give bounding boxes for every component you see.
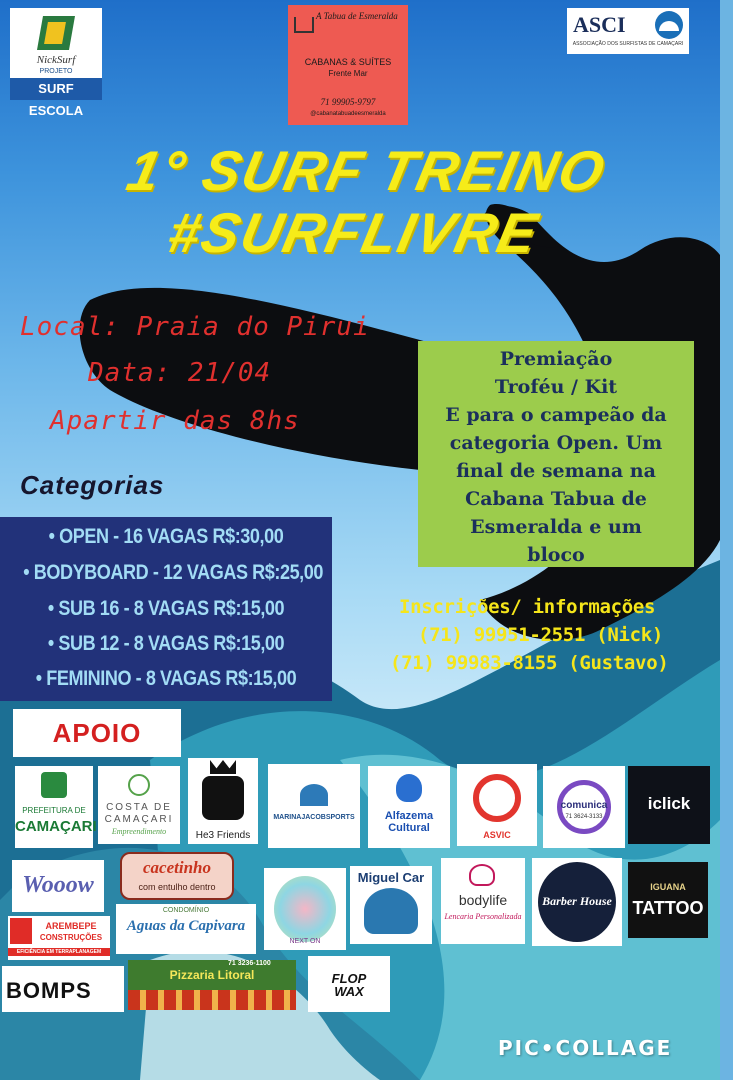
wave-icon [655, 11, 683, 39]
sponsor-camacari [15, 766, 97, 848]
contact-nick: (71) 99951-2551 (Nick) [418, 624, 664, 646]
skull-art-icon [274, 876, 336, 942]
pizzaria-phone: 71 3236-1100 [228, 960, 271, 967]
bomps-name: BOMPS [6, 978, 92, 1003]
categories-heading: Categorias [20, 470, 165, 500]
nicksurf-band: SURF ESCOLA [10, 78, 102, 100]
bird-icon [396, 774, 422, 802]
categories-box [0, 517, 332, 701]
sponsor-asvic [457, 764, 537, 846]
totem-icon [202, 776, 244, 820]
camacari-line2: CAMAÇARI [15, 818, 97, 835]
title-line-2: #SURFLIVRE [162, 201, 545, 264]
bodylife-line1: bodylife [458, 892, 508, 908]
prize-line: E para o campeão da [445, 404, 667, 426]
car-wash-icon [364, 888, 418, 934]
pic-collage-watermark: PIC•COLLAGE [498, 1036, 673, 1060]
sponsor-cacetinho [120, 852, 234, 900]
asci-name: ASCI [573, 12, 626, 37]
nicksurf-tagline: PROJETO [39, 68, 73, 75]
category-open: • OPEN - 16 VAGAS R$:30,00 [48, 525, 284, 548]
costa-line2: CAMAÇARI [104, 814, 174, 825]
tabua-frente: Frente Mar [328, 69, 368, 78]
sponsor-barber-house [532, 858, 622, 946]
tabua-email: @cabanatabuadeesmeralda [310, 111, 386, 117]
category-bodyboard: • BODYBOARD - 12 VAGAS R$:25,00 [23, 561, 324, 584]
arembepe-line3: EFICIÊNCIA EM TERRAPLANAGEM [8, 948, 110, 956]
crest-icon [41, 772, 67, 798]
prize-line: categoria Open. Um [449, 432, 663, 454]
camacari-line1: PREFEITURA DE [22, 806, 86, 815]
prize-line: Premiação [499, 348, 613, 370]
category-sub16: • SUB 16 - 8 VAGAS R$:15,00 [47, 597, 285, 620]
sponsor-arembepe [8, 916, 110, 960]
miguelcar-name: Miguel Car [357, 870, 425, 885]
cacetinho-sub: com entulho dentro [138, 882, 216, 892]
he3-name: He3 Friends [195, 830, 251, 841]
prize-box [418, 341, 694, 567]
iguana-line2: TATTOO [632, 898, 704, 918]
sponsor-comunica [543, 766, 625, 848]
sponsor-aguas-capivara [116, 904, 256, 954]
tabua-cabanas: CABANAS & SUÍTES [304, 57, 392, 67]
nicksurf-name: NickSurf [36, 54, 76, 66]
prize-line: final de semana na [456, 460, 656, 482]
boat-icon [300, 784, 328, 806]
sponsor-marina [268, 764, 360, 848]
bodylife-icon [469, 864, 495, 886]
pizzaria-name: Pizzaria Litoral [169, 968, 255, 982]
sponsor-iclick [628, 766, 710, 844]
crown-icon [210, 760, 236, 774]
category-sub12: • SUB 12 - 8 VAGAS R$:15,00 [47, 632, 285, 655]
bodylife-line2: Lencaria Personalizada [444, 912, 522, 921]
aguas-line2: Aguas da Capivara [126, 918, 246, 934]
costa-line3: Empreendimento [111, 827, 167, 836]
apoio-label: APOIO [13, 709, 181, 757]
lifebuoy-icon [473, 774, 521, 822]
asci-logo [567, 8, 689, 54]
comunica-name: comunica [560, 800, 608, 811]
flopwax-name: FLOP WAX [331, 971, 367, 999]
event-location: Local: Praia do Pirui [20, 312, 370, 342]
contact-heading: Inscrições/ informações [399, 596, 656, 618]
marina-name: MARINAJACOBSPORTS [273, 814, 355, 821]
prize-line: Troféu / Kit [494, 376, 618, 398]
prize-line: Cabana Tabua de [465, 488, 647, 510]
arembepe-line1: AREMBEPE [45, 921, 97, 931]
costa-line1: COSTA DE [106, 802, 172, 813]
nicksurf-mark-icon [37, 16, 75, 50]
sponsor-bomps [2, 966, 124, 1012]
sponsor-pizzaria [128, 960, 296, 1010]
comunica-phone: 71 3624-3133 [565, 814, 603, 820]
tabua-phone: 71 99905-9797 [320, 97, 376, 107]
aguas-line1: CONDOMÍNIO [162, 907, 210, 914]
asvic-name: ASVIC [483, 830, 511, 840]
event-title [0, 140, 733, 264]
iguana-line1: IGUANA [650, 882, 686, 892]
event-date: Data: 21/04 [88, 358, 272, 388]
pizza-strip-icon [128, 990, 296, 1010]
sponsor-miguel-car [350, 866, 432, 944]
barberhouse-name: Barber House [542, 894, 612, 908]
tabua-esmeralda-logo [288, 5, 408, 125]
sponsor-iguana-tattoo [628, 862, 708, 938]
event-time: Apartir das 8hs [50, 406, 300, 436]
cacetinho-name: cacetinho [143, 858, 211, 877]
prize-line: bloco [527, 544, 585, 566]
sponsor-costa-camacari [98, 766, 180, 844]
sponsor-nextbox [264, 868, 346, 950]
title-line-1: 1° SURF TREINO [121, 139, 612, 202]
category-feminino: • FEMININO - 8 VAGAS R$:15,00 [35, 667, 297, 690]
nextbox-name: NEXT ON [289, 938, 321, 945]
sponsor-flop-wax [308, 956, 390, 1012]
sponsor-wooow [12, 860, 104, 912]
sponsor-he3-friends [188, 758, 258, 844]
alfazema-name: Alfazema Cultural [384, 810, 434, 834]
nicksurf-logo [10, 8, 102, 118]
wooow-name: Wooow [22, 872, 94, 898]
contact-gustavo: (71) 99983-8155 (Gustavo) [390, 652, 669, 674]
sponsor-alfazema [368, 766, 450, 848]
asci-subtitle: ASSOCIAÇÃO DOS SURFISTAS DE CAMAÇARI [572, 41, 684, 47]
sponsor-bodylife [441, 858, 525, 944]
tabua-title: A Tabua de Esmeralda [316, 11, 398, 21]
prize-line: Esmeralda e um [470, 516, 642, 538]
leaf-icon [128, 774, 150, 796]
arembepe-icon [10, 918, 32, 944]
house-icon [294, 17, 314, 33]
arembepe-line2: CONSTRUÇÕES [39, 933, 103, 942]
iclick-name: iclick [647, 794, 691, 813]
